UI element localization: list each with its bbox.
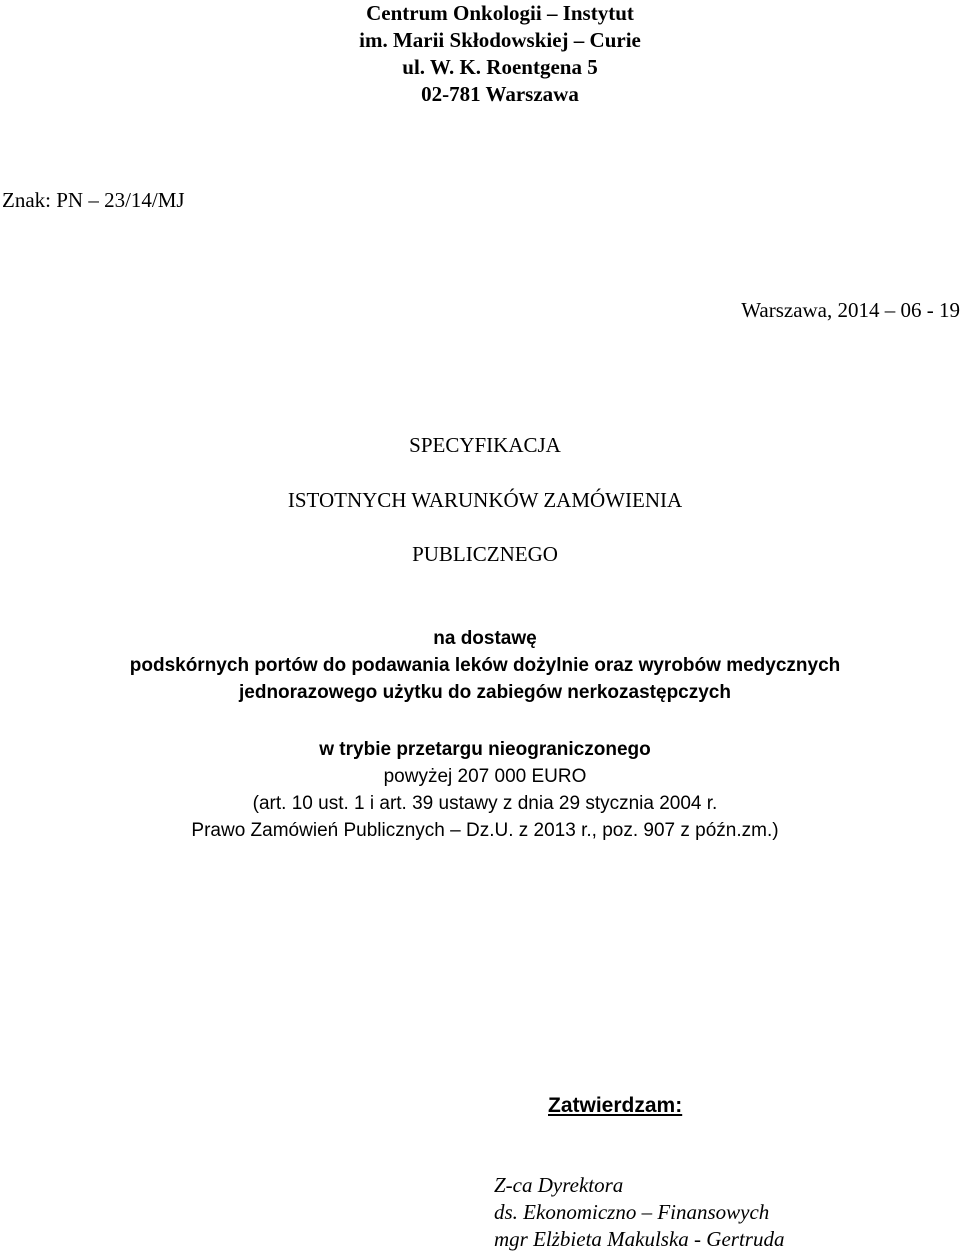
legal-basis-line-2: Prawo Zamówień Publicznych – Dz.U. z 2013 r., poz. 907 z późn.zm.) (191, 820, 779, 841)
subject-line-1: podskórnych portów do podawania leków dożylnie oraz wyrobów medycznych (129, 655, 841, 676)
institution-header (335, 0, 665, 108)
procurement-mode: w trybie przetargu nieograniczonego (319, 739, 651, 760)
signatory-block (494, 1172, 784, 1253)
institution-patron-line: im. Marii Skłodowskiej – Curie (359, 28, 641, 52)
date-line: Warszawa, 2014 – 06 - 19 (741, 298, 960, 322)
signatory-department: ds. Ekonomiczno – Finansowych (494, 1200, 770, 1224)
document-title-line-3: PUBLICZNEGO (412, 542, 558, 566)
signatory-name: mgr Elżbieta Makulska - Gertruda (494, 1227, 785, 1251)
document-title-line-2: ISTOTNYCH WARUNKÓW ZAMÓWIENIA (287, 488, 683, 512)
subject-line-2: jednorazowego użytku do zabiegów nerkozastępczych (239, 682, 731, 703)
legal-basis-line-1: (art. 10 ust. 1 i art. 39 ustawy z dnia 29 stycznia 2004 r. (252, 793, 718, 814)
subject-block (0, 625, 960, 706)
subject-intro: na dostawę (433, 628, 537, 649)
institution-street-line: ul. W. K. Roentgena 5 (402, 55, 598, 79)
institution-city-line: 02-781 Warszawa (421, 82, 579, 106)
institution-name-line: Centrum Onkologii – Instytut (366, 1, 634, 25)
signatory-position: Z-ca Dyrektora (494, 1173, 624, 1197)
document-title-line-1: SPECYFIKACJA (409, 433, 561, 457)
threshold-value: powyżej 207 000 EURO (383, 766, 587, 787)
procurement-mode-block (0, 736, 960, 844)
approval-label: Zatwierdzam: (548, 1094, 683, 1117)
reference-number: Znak: PN – 23/14/MJ (2, 188, 185, 212)
